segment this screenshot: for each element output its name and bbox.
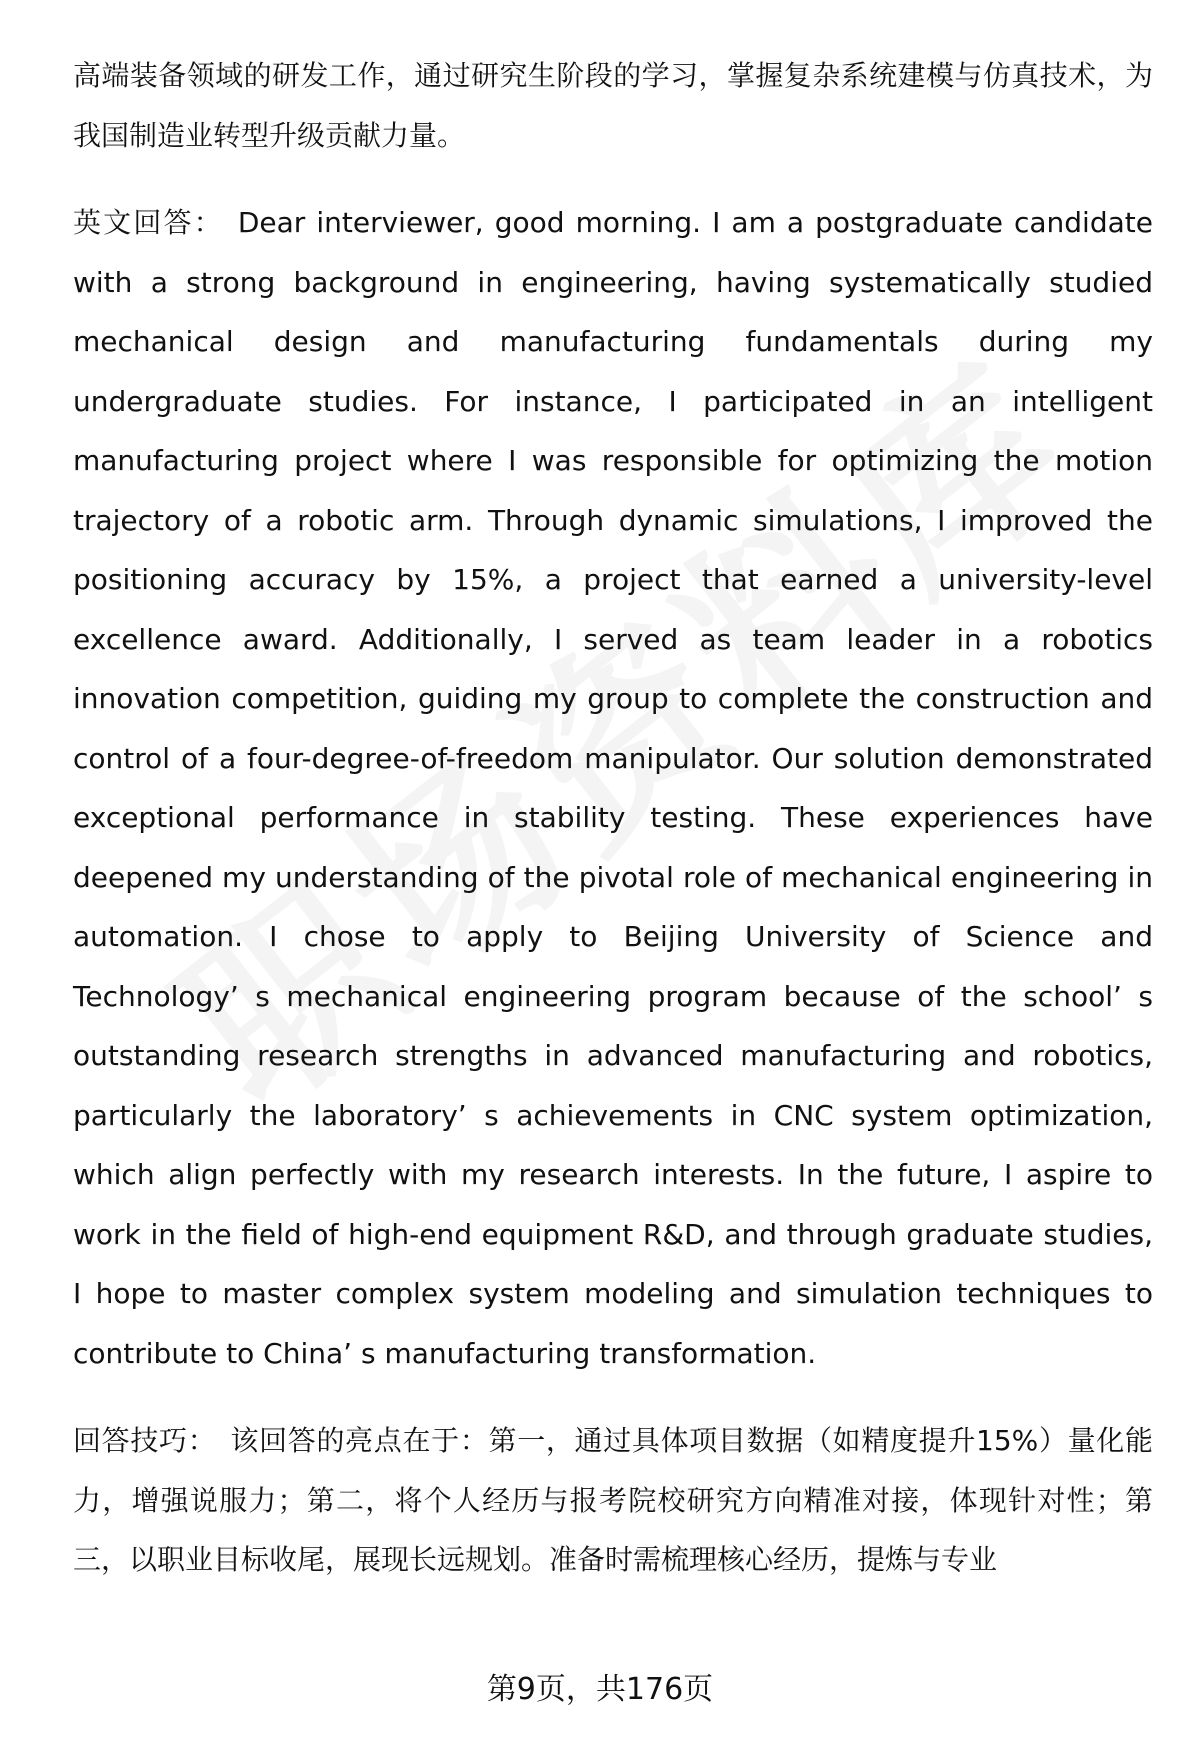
page-number-footer: 第9页，共176页: [486, 1672, 714, 1707]
paragraph-text: Dear interviewer, good morning. I am a postgraduate candidate with a strong background in engineering, having systematically studied mechanical design and manufacturing fundamentals during my undergraduate studies. For instance, I participated in an intelligent manufacturing project where I was responsible for optimizing the motion trajectory of a robotic arm. Through dynamic simulations, I improved the positioning accuracy by 15%, a project that earned a university-level excellence award. Additionally, I served as team leader in a robotics innovation competition, guiding my group to complete the construction and control of a four-degree-of-freedom manipulator. Our solution demonstrated exceptional performance in stability testing. These experiences have deepened my understanding of the pivotal role of mechanical engineering in automation. I chose to apply to Beijing University of Science and Technology’ s mechanical engineering program because of the school’ s outstanding research strengths in advanced manufacturing and robotics, particularly the laboratory’ s achievements in CNC system optimization, which align perfectly with my research interests. In the future, I aspire to work in the field of high-end equipment R&D, and through graduate studies, I hope to master complex system modeling and simulation techniques to contribute to China’ s manufacturing transformation.: [73, 206, 1153, 1370]
paragraph-text: 该回答的亮点在于：第一，通过具体项目数据（如精度提升15%）量化能力，增强说服力；第二，将个人经历与报考院校研究方向精准对接，体现针对性；第三，以职业目标收尾，展现长远规划。准备时需梳理核心经历，提炼与专业: [73, 1424, 1153, 1576]
document-body: [73, 46, 1153, 1618]
paragraph-answer-tips: [73, 1411, 1153, 1590]
answer-tips-label: 回答技巧：: [73, 1424, 217, 1457]
paragraph-english-answer: [73, 193, 1153, 1383]
english-answer-label: 英文回答：: [73, 206, 224, 239]
paragraph-text: 高端装备领域的研发工作，通过研究生阶段的学习，掌握复杂系统建模与仿真技术，为我国制造业转型升级贡献力量。: [73, 59, 1153, 152]
paragraph-chinese-continuation: [73, 46, 1153, 165]
